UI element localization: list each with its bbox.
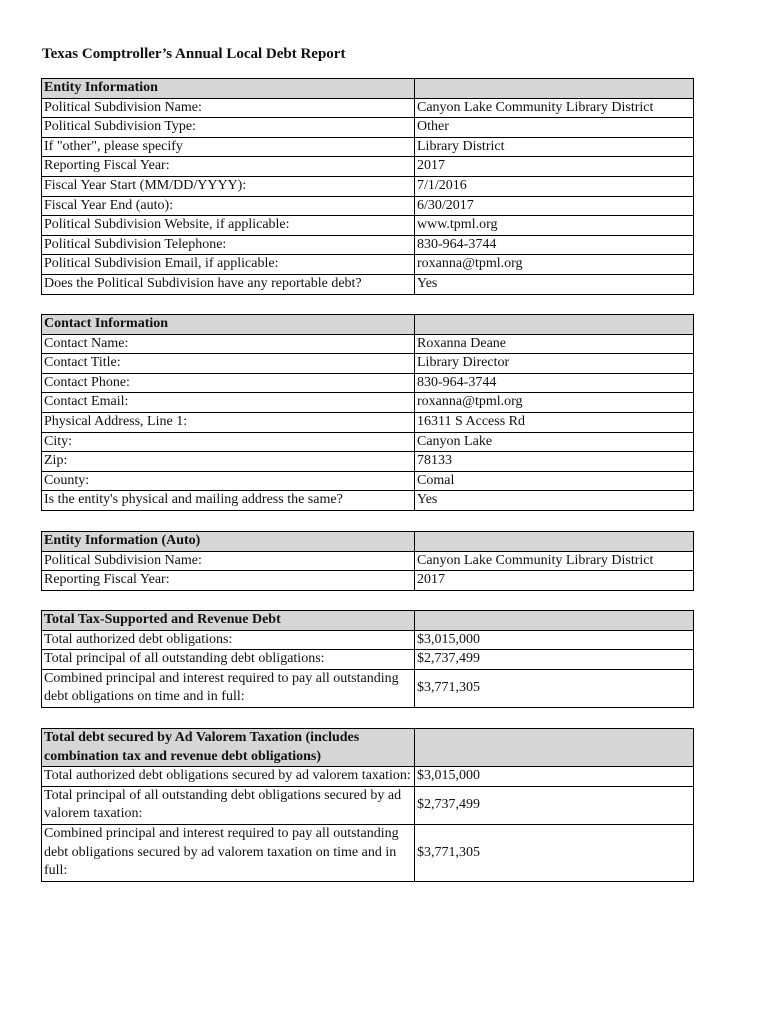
field-label: Political Subdivision Name: xyxy=(42,98,415,118)
field-value: Comal xyxy=(415,471,694,491)
table-row xyxy=(42,255,694,275)
field-value: Canyon Lake Community Library District xyxy=(415,551,694,571)
table-row xyxy=(42,471,694,491)
table-row xyxy=(42,157,694,177)
field-value: roxanna@tpml.org xyxy=(415,393,694,413)
field-value: 830-964-3744 xyxy=(415,235,694,255)
field-label: Reporting Fiscal Year: xyxy=(42,571,415,591)
field-value: 16311 S Access Rd xyxy=(415,412,694,432)
field-value: Canyon Lake xyxy=(415,432,694,452)
field-label: Political Subdivision Type: xyxy=(42,118,415,138)
entity-information-auto-table xyxy=(41,531,694,591)
field-value: Other xyxy=(415,118,694,138)
table-row xyxy=(42,274,694,294)
table-header-row xyxy=(42,729,694,767)
field-label: Fiscal Year End (auto): xyxy=(42,196,415,216)
section-header: Contact Information xyxy=(42,315,415,335)
table-row xyxy=(42,571,694,591)
field-label: Contact Phone: xyxy=(42,373,415,393)
field-label: Total authorized debt obligations secured by ad valorem taxation: xyxy=(42,767,415,787)
table-row xyxy=(42,824,694,881)
table-row xyxy=(42,235,694,255)
field-label: Reporting Fiscal Year: xyxy=(42,157,415,177)
field-value: 2017 xyxy=(415,157,694,177)
field-label: Combined principal and interest required to pay all outstanding debt obligations on time and in full: xyxy=(42,669,415,707)
field-label: Total principal of all outstanding debt obligations secured by ad valorem taxation: xyxy=(42,786,415,824)
field-value: $3,015,000 xyxy=(415,767,694,787)
field-label: Is the entity's physical and mailing address the same? xyxy=(42,491,415,511)
field-label: Total principal of all outstanding debt obligations: xyxy=(42,650,415,670)
contact-information-table xyxy=(41,314,694,511)
table-row xyxy=(42,118,694,138)
table-row xyxy=(42,452,694,472)
field-value: Roxanna Deane xyxy=(415,334,694,354)
field-value: Yes xyxy=(415,491,694,511)
table-row xyxy=(42,669,694,707)
field-label: City: xyxy=(42,432,415,452)
field-label: Contact Name: xyxy=(42,334,415,354)
section-header: Total Tax-Supported and Revenue Debt xyxy=(42,611,415,631)
field-label: Physical Address, Line 1: xyxy=(42,412,415,432)
field-label: Fiscal Year Start (MM/DD/YYYY): xyxy=(42,176,415,196)
table-row xyxy=(42,491,694,511)
field-label: Zip: xyxy=(42,452,415,472)
section-header: Total debt secured by Ad Valorem Taxation (includes combination tax and revenue debt obligations) xyxy=(42,729,415,767)
table-row xyxy=(42,551,694,571)
field-value: 7/1/2016 xyxy=(415,176,694,196)
field-value: 2017 xyxy=(415,571,694,591)
field-label: County: xyxy=(42,471,415,491)
table-row xyxy=(42,354,694,374)
field-value: Canyon Lake Community Library District xyxy=(415,98,694,118)
table-header-row xyxy=(42,315,694,335)
table-row xyxy=(42,216,694,236)
table-row xyxy=(42,137,694,157)
field-label: Contact Email: xyxy=(42,393,415,413)
field-label: Political Subdivision Name: xyxy=(42,551,415,571)
field-label: Political Subdivision Email, if applicable: xyxy=(42,255,415,275)
field-label: Total authorized debt obligations: xyxy=(42,630,415,650)
field-value: Library Director xyxy=(415,354,694,374)
table-row xyxy=(42,767,694,787)
field-label: Combined principal and interest required to pay all outstanding debt obligations secured by ad valorem taxation on time and in full: xyxy=(42,824,415,881)
table-row xyxy=(42,373,694,393)
table-row xyxy=(42,432,694,452)
field-value: $2,737,499 xyxy=(415,650,694,670)
table-row xyxy=(42,630,694,650)
field-value: Library District xyxy=(415,137,694,157)
page-title: Texas Comptroller’s Annual Local Debt Report xyxy=(42,46,346,62)
field-value: $2,737,499 xyxy=(415,786,694,824)
table-row xyxy=(42,334,694,354)
table-row xyxy=(42,196,694,216)
table-row xyxy=(42,412,694,432)
field-label: Contact Title: xyxy=(42,354,415,374)
table-row xyxy=(42,176,694,196)
table-row xyxy=(42,650,694,670)
table-header-row xyxy=(42,611,694,631)
table-row xyxy=(42,393,694,413)
ad-valorem-debt-table xyxy=(41,728,694,882)
field-value: $3,015,000 xyxy=(415,630,694,650)
field-label: Does the Political Subdivision have any reportable debt? xyxy=(42,274,415,294)
table-header-row xyxy=(42,532,694,552)
field-value: 78133 xyxy=(415,452,694,472)
entity-information-table xyxy=(41,78,694,295)
tax-revenue-debt-table xyxy=(41,610,694,708)
section-header: Entity Information xyxy=(42,79,415,99)
field-value: 6/30/2017 xyxy=(415,196,694,216)
field-label: If "other", please specify xyxy=(42,137,415,157)
field-value: 830-964-3744 xyxy=(415,373,694,393)
table-header-row xyxy=(42,79,694,99)
field-label: Political Subdivision Website, if applicable: xyxy=(42,216,415,236)
field-label: Political Subdivision Telephone: xyxy=(42,235,415,255)
table-row xyxy=(42,98,694,118)
field-value: $3,771,305 xyxy=(415,669,694,707)
section-header: Entity Information (Auto) xyxy=(42,532,415,552)
field-value: roxanna@tpml.org xyxy=(415,255,694,275)
field-value: $3,771,305 xyxy=(415,824,694,881)
field-value: Yes xyxy=(415,274,694,294)
field-value: www.tpml.org xyxy=(415,216,694,236)
table-row xyxy=(42,786,694,824)
